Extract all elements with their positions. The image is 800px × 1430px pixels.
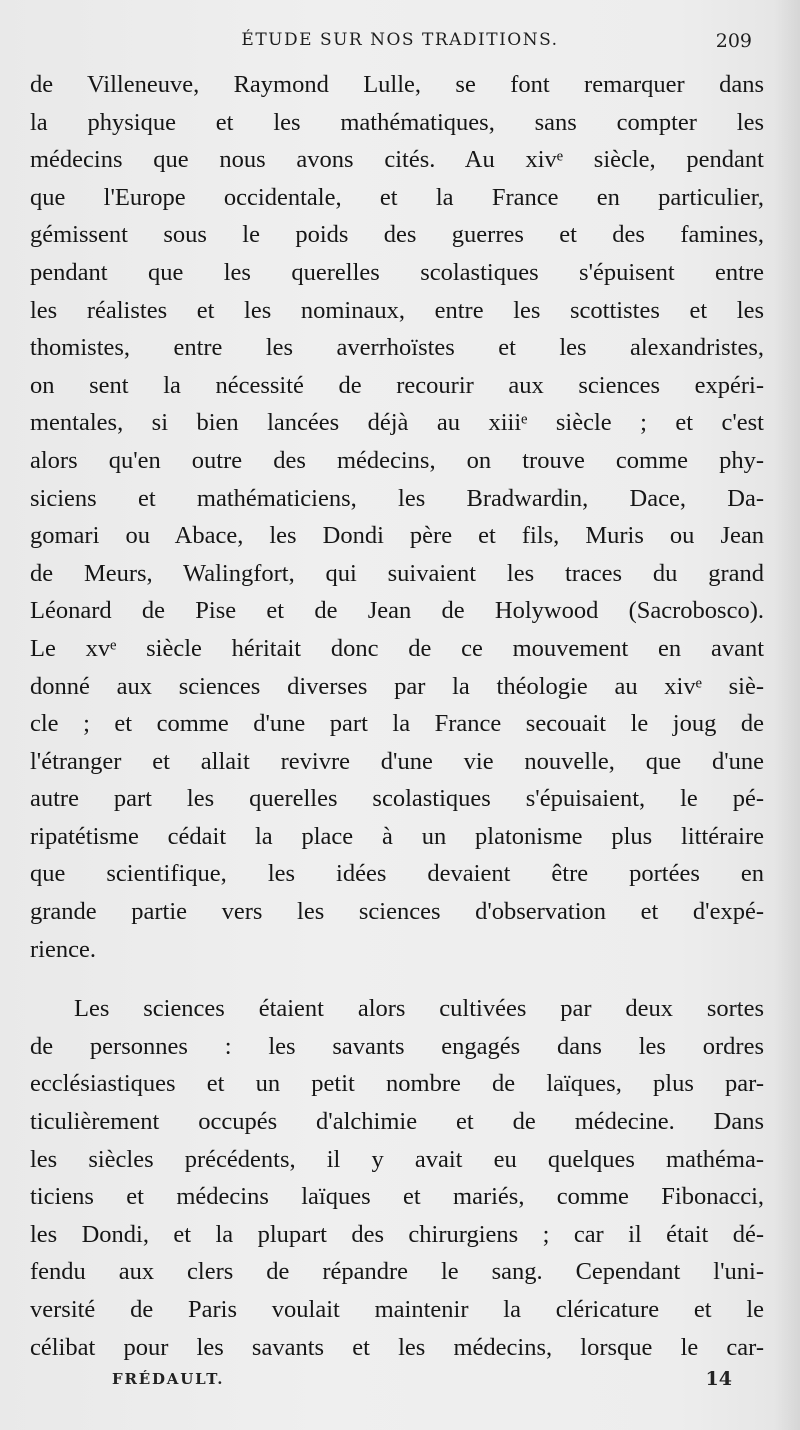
text-line: que l'Europe occidentale, et la France en particulier, bbox=[30, 183, 764, 211]
body-text bbox=[30, 66, 764, 1366]
text-line: de personnes : les savants engagés dans les ordres bbox=[30, 1032, 764, 1060]
text-line: donné aux sciences diverses par la théologie au xivᵉ siè- bbox=[30, 672, 764, 700]
text-line: les réalistes et les nominaux, entre les scottistes et les bbox=[30, 296, 764, 324]
text-line: thomistes, entre les averrhoïstes et les alexandristes, bbox=[30, 334, 764, 362]
text-line: autre part les querelles scolastiques s'épuisaient, le pé- bbox=[30, 785, 764, 813]
text-line: Le xvᵉ siècle héritait donc de ce mouvement en avant bbox=[30, 634, 764, 662]
text-line: fendu aux clers de répandre le sang. Cependant l'uni- bbox=[30, 1258, 764, 1286]
text-line: de Meurs, Walingfort, qui suivaient les traces du grand bbox=[30, 559, 764, 587]
text-line: les Dondi, et la plupart des chirurgiens ; car il était dé- bbox=[30, 1220, 764, 1248]
text-line: médecins que nous avons cités. Au xivᵉ siècle, pendant bbox=[30, 146, 764, 174]
paragraph-1 bbox=[30, 66, 764, 968]
paragraph-2 bbox=[30, 990, 764, 1366]
text-line: Les sciences étaient alors cultivées par deux sortes bbox=[74, 995, 764, 1023]
text-line: de Villeneuve, Raymond Lulle, se font remarquer dans bbox=[30, 71, 764, 98]
text-line: gémissent sous le poids des guerres et des famines, bbox=[30, 221, 764, 249]
text-line: la physique et les mathématiques, sans compter les bbox=[30, 108, 764, 136]
text-line: ticulièrement occupés d'alchimie et de médecine. Dans bbox=[30, 1108, 764, 1136]
text-line: Léonard de Pise et de Jean de Holywood (Sacrobosco). bbox=[30, 597, 764, 625]
printer-signature: FRÉDAULT. bbox=[112, 1370, 225, 1388]
signature-mark: 14 bbox=[705, 1368, 732, 1390]
paragraph-gap bbox=[30, 968, 764, 990]
text-line: on sent la nécessité de recourir aux sciences expéri- bbox=[30, 371, 764, 399]
text-line: gomari ou Abace, les Dondi père et fils, Muris ou Jean bbox=[30, 522, 764, 550]
text-line: cle ; et comme d'une part la France secouait le joug de bbox=[30, 710, 764, 738]
text-line: célibat pour les savants et les médecins, lorsque le car- bbox=[30, 1333, 764, 1361]
text-line: grande partie vers les sciences d'observation et d'expé- bbox=[30, 898, 764, 926]
text-line: rience. bbox=[30, 935, 96, 963]
text-line: versité de Paris voulait maintenir la cléricature et le bbox=[30, 1296, 764, 1323]
text-line: ripatétisme cédait la place à un platonisme plus littéraire bbox=[30, 822, 764, 850]
text-line: les siècles précédents, il y avait eu quelques mathéma- bbox=[30, 1145, 764, 1173]
page-footer bbox=[112, 1370, 732, 1400]
text-line: que scientifique, les idées devaient être portées en bbox=[30, 860, 764, 888]
text-line: siciens et mathématiciens, les Bradwardin, Dace, Da- bbox=[30, 484, 764, 512]
running-head bbox=[30, 30, 770, 62]
text-line: alors qu'en outre des médecins, on trouve comme phy- bbox=[30, 446, 764, 474]
page-edge-shadow bbox=[774, 0, 800, 1430]
page-number: 209 bbox=[715, 30, 752, 52]
text-line: l'étranger et allait revivre d'une vie nouvelle, que d'une bbox=[30, 747, 764, 775]
text-line: ecclésiastiques et un petit nombre de laïques, plus par- bbox=[30, 1070, 764, 1098]
text-line: mentales, si bien lancées déjà au xiiiᵉ siècle ; et c'est bbox=[30, 409, 764, 437]
running-title: ÉTUDE SUR NOS TRADITIONS. bbox=[241, 30, 559, 50]
text-line: pendant que les querelles scolastiques s'épuisent entre bbox=[30, 258, 764, 286]
text-line: ticiens et médecins laïques et mariés, comme Fibonacci, bbox=[30, 1183, 764, 1211]
